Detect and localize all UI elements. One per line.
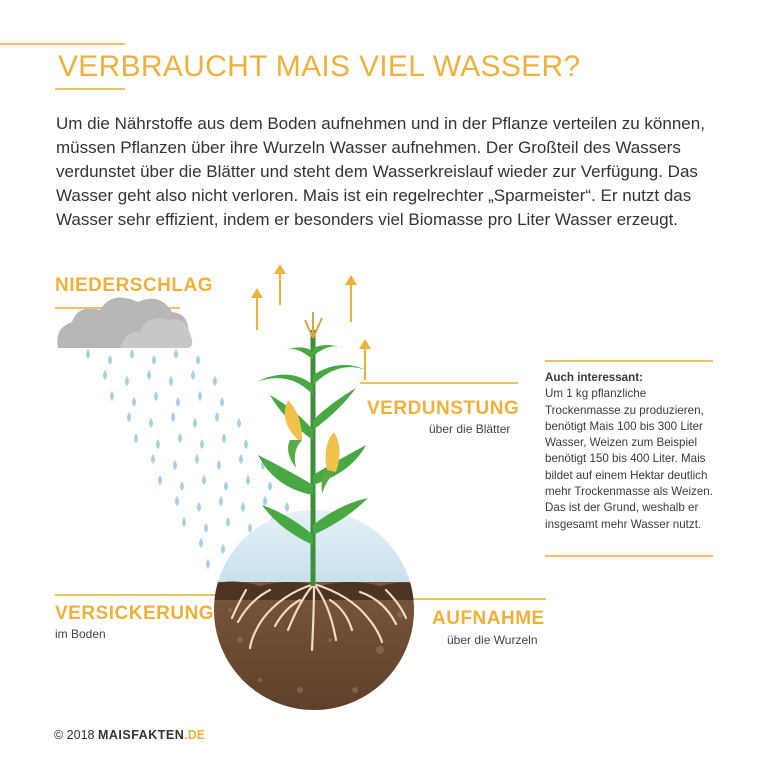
label-verdunstung-sub: über die Blätter [429,422,511,436]
raindrop [169,376,173,386]
label-versickerung: VERSICKERUNG [55,603,215,624]
raindrop [149,418,153,428]
raindrop [171,412,175,422]
label-versickerung-sub: im Boden [55,627,106,641]
raindrop [191,370,195,380]
raindrop [125,376,129,386]
raindrop [196,355,200,365]
raindrop [226,517,230,527]
raindrop [204,523,208,533]
raindrop [220,397,224,407]
raindrop [215,412,219,422]
page-title: VERBRAUCHT MAIS VIEL WASSER? [58,50,581,83]
raindrop [174,349,178,359]
raindrop [173,460,177,470]
raindrop [156,439,160,449]
raindrop [152,355,156,365]
raindrop [180,481,184,491]
aside-heading: Auch interessant: [545,371,643,384]
label-aufnahme-sub: über die Wurzeln [447,633,538,647]
raindrop [197,502,201,512]
raindrop [195,454,199,464]
raindrop [86,349,90,359]
raindrop [178,433,182,443]
raindrop [219,496,223,506]
evaporation-arrow-1 [251,288,263,330]
label-aufnahme: AUFNAHME [432,608,545,629]
evaporation-arrow-4 [359,339,371,380]
raindrop [134,433,138,443]
raindrop [206,559,210,569]
raindrop [130,349,134,359]
evaporation-arrow-2 [274,264,286,305]
raindrop [132,397,136,407]
label-verdunstung: VERDUNSTUNG [367,398,520,419]
raindrop [182,517,186,527]
raindrop [158,475,162,485]
raindrop [103,370,107,380]
raindrop [224,481,228,491]
raindrop [110,391,114,401]
raindrop [221,544,225,554]
raindrop [202,475,206,485]
raindrop [154,391,158,401]
raindrop [285,502,289,512]
raindrop [246,475,250,485]
raindrop [176,397,180,407]
aside-body: Um 1 kg pflanzliche Trockenmasse zu produzieren, benötigt Mais 100 bis 300 Liter Wasser, Weizen zum Beispiel benötigt 150 bis 400 Liter. Mais bildet auf einem Hektar deutlich mehr Trockenmasse als Weizen. Das ist der Grund, weshalb er insgesamt mehr Wasser nutzt. [545,387,713,531]
aside-box [545,370,720,533]
raindrop [193,418,197,428]
raindrop [222,433,226,443]
cloud-icon [57,298,192,349]
brand-tld: DE [187,728,206,742]
raindrop [248,523,252,533]
evaporation-arrow-3 [345,275,357,322]
intro-paragraph: Um die Nährstoffe aus dem Boden aufnehmen und in der Pflanze verteilen zu können, müssen Pflanzen über ihre Wurzeln Wasser aufnehmen. Der Großteil des Wassers verdunstet über die Blätter und steht dem Wasserkreislauf wieder zur Verfügung. Das Wasser geht also nicht verloren. Mais ist ein regelrechter „Sparmeister“. Er nutzt das Wasser sehr effizient, indem er besonders viel Biomasse pro Liter Wasser erzeugt. [56,114,705,229]
footer [54,728,205,742]
raindrop [108,355,112,365]
raindrop [175,496,179,506]
raindrop [213,376,217,386]
brand-dot: . [184,728,188,742]
raindrop [200,439,204,449]
raindrop [127,412,131,422]
raindrop [199,538,203,548]
raindrop [268,481,272,491]
copyright-text: © 2018 [54,728,95,742]
raindrop [217,460,221,470]
raindrop [244,439,248,449]
raindrop [147,370,151,380]
raindrop [263,496,267,506]
raindrop [237,418,241,428]
brand-logo: MAISFAKTEN [97,728,185,742]
raindrop [241,502,245,512]
raindrop [239,454,243,464]
raindrop [198,391,202,401]
raindrop [151,454,155,464]
label-niederschlag: NIEDERSCHLAG [55,275,214,296]
